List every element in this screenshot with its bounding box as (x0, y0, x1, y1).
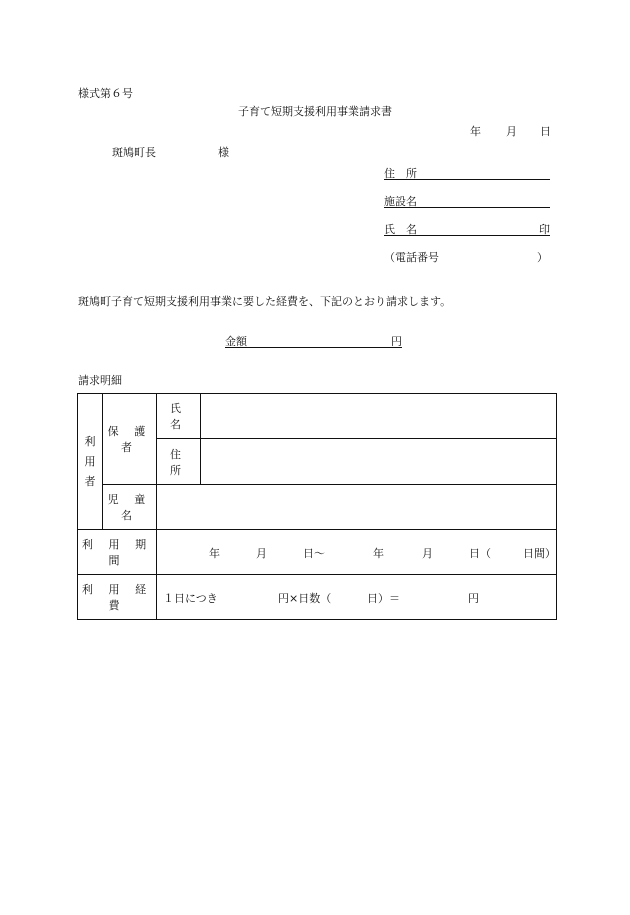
period-total-days: 日間） (523, 547, 556, 560)
addressee-name: 斑鳩町長 (112, 146, 156, 159)
applicant-name-field (384, 221, 550, 236)
applicant-facility-field (384, 193, 550, 208)
period-end-month: 月 (422, 547, 433, 560)
period-start-month: 月 (256, 547, 267, 560)
guardian-address-label: 住 所 (157, 439, 201, 485)
child-name-row (78, 485, 557, 530)
amount-label: 金額 (225, 335, 247, 348)
applicant-name-label: 氏 名 (384, 223, 417, 236)
usage-period-value-cell[interactable] (157, 530, 557, 575)
claim-details-table (77, 393, 557, 620)
date-month-label: 月 (506, 125, 517, 138)
date-day-label: 日 (540, 125, 551, 138)
addressee-suffix: 様 (218, 146, 229, 159)
amount-unit: 円 (391, 335, 402, 348)
guardian-address-value-cell[interactable] (201, 439, 557, 485)
period-start-year: 年 (209, 547, 220, 560)
guardian-header-cell: 保 護 者 (103, 394, 157, 485)
date-year-label: 年 (470, 125, 481, 138)
user-char: 利 (84, 434, 96, 448)
cost-total-yen: 円 (468, 592, 479, 605)
cost-per-day-label: １日につき (163, 592, 218, 605)
guardian-name-value-cell[interactable] (201, 394, 557, 439)
period-end-day: 日（ (469, 547, 491, 560)
applicant-address-field (384, 165, 550, 180)
applicant-phone-field (384, 249, 550, 263)
amount-field (225, 333, 402, 348)
user-header-cell (78, 394, 103, 530)
guardian-name-label: 氏 名 (157, 394, 201, 439)
form-number: 様式第６号 (78, 87, 133, 100)
period-start-day: 日～ (303, 547, 325, 560)
phone-label: （電話番号 (384, 251, 439, 264)
usage-cost-label: 利 用 経 費 (78, 575, 157, 620)
usage-period-row (78, 530, 557, 575)
phone-close-paren: ） (537, 251, 548, 264)
usage-cost-row (78, 575, 557, 620)
document-title: 子育て短期支援利用事業請求書 (238, 105, 392, 118)
usage-cost-value-cell[interactable] (157, 575, 557, 620)
details-heading: 請求明細 (78, 374, 122, 387)
request-statement: 斑鳩町子育て短期支援利用事業に要した経費を、下記のとおり請求します。 (78, 295, 452, 308)
user-char: 用 (84, 454, 96, 468)
applicant-facility-label: 施設名 (384, 195, 417, 208)
user-char: 者 (84, 474, 96, 488)
cost-times-days: 円×日数（ (278, 592, 332, 605)
usage-period-label: 利 用 期 間 (78, 530, 157, 575)
seal-mark: 印 (539, 223, 550, 236)
cost-equals: 日）＝ (367, 592, 400, 605)
guardian-name-row (78, 394, 557, 439)
period-end-year: 年 (373, 547, 384, 560)
child-name-label: 児 童 名 (103, 485, 157, 530)
child-name-value-cell[interactable] (157, 485, 557, 530)
applicant-address-label: 住 所 (384, 167, 417, 180)
